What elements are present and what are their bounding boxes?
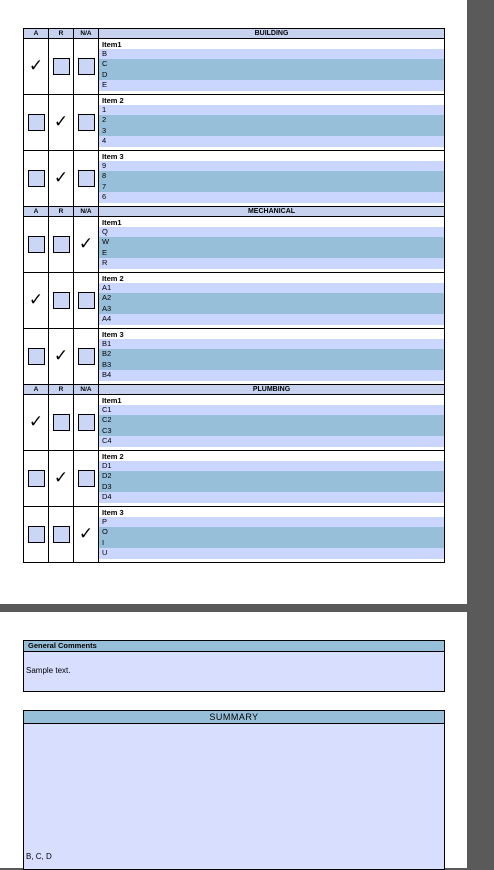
item-list	[99, 151, 444, 206]
checkbox-cell	[24, 395, 49, 450]
item-value[interactable]: E	[99, 80, 444, 90]
checkbox[interactable]	[78, 292, 95, 309]
checkbox[interactable]	[78, 58, 95, 75]
checklist-row	[24, 151, 444, 207]
checkbox-cell	[24, 329, 49, 384]
item-label: Item 2	[99, 452, 444, 461]
checkmark-icon[interactable]: ✓	[53, 168, 69, 188]
checklist-row	[24, 217, 444, 273]
item-value[interactable]: W	[99, 237, 444, 247]
item-list	[99, 329, 444, 384]
checkmark-icon[interactable]: ✓	[53, 468, 69, 488]
inspection-table	[23, 28, 445, 563]
checkmark-icon[interactable]: ✓	[53, 112, 69, 132]
item-list	[99, 273, 444, 328]
item-value[interactable]: 1	[99, 105, 444, 115]
checkbox-cell	[49, 329, 74, 384]
column-header: N/A	[74, 385, 99, 394]
checkbox[interactable]	[28, 170, 45, 187]
item-value[interactable]: 6	[99, 192, 444, 202]
checkbox[interactable]	[53, 236, 70, 253]
general-comments-box	[23, 640, 445, 692]
section-title: BUILDING	[254, 30, 289, 37]
item-value[interactable]: A1	[99, 283, 444, 293]
section-header	[24, 385, 444, 395]
item-value[interactable]: C	[99, 59, 444, 69]
item-label: Item1	[99, 218, 444, 227]
item-value[interactable]: C4	[99, 436, 444, 446]
checkbox-cell	[74, 395, 99, 450]
item-value[interactable]: P	[99, 517, 444, 527]
checkbox-cell	[74, 95, 99, 150]
item-label: Item1	[99, 396, 444, 405]
checklist-row	[24, 507, 444, 562]
checkbox-cell	[74, 329, 99, 384]
checkbox-cell	[24, 451, 49, 506]
item-label: Item 3	[99, 508, 444, 517]
item-value[interactable]: 7	[99, 182, 444, 192]
column-header: A	[24, 385, 49, 394]
checkbox[interactable]	[28, 526, 45, 543]
checklist-row	[24, 39, 444, 95]
checkbox[interactable]	[78, 114, 95, 131]
item-value[interactable]: A4	[99, 314, 444, 324]
checkbox-cell	[49, 395, 74, 450]
checkmark-icon[interactable]: ✓	[78, 524, 94, 544]
checkbox-cell	[49, 95, 74, 150]
checkbox-cell	[24, 95, 49, 150]
item-value[interactable]: O	[99, 527, 444, 537]
checkmark-icon[interactable]: ✓	[28, 290, 44, 310]
checkbox[interactable]	[78, 348, 95, 365]
item-value[interactable]: 9	[99, 161, 444, 171]
section-header	[24, 207, 444, 217]
item-label: Item 3	[99, 152, 444, 161]
item-label: Item 3	[99, 330, 444, 339]
item-value[interactable]: D3	[99, 482, 444, 492]
item-list	[99, 395, 444, 450]
section-title: MECHANICAL	[247, 208, 296, 215]
item-value[interactable]: 2	[99, 115, 444, 125]
column-header: R	[49, 29, 74, 38]
checklist-row	[24, 95, 444, 151]
item-label: Item1	[99, 40, 444, 49]
page-2	[0, 612, 467, 868]
checkbox[interactable]	[53, 58, 70, 75]
checkbox-cell	[24, 217, 49, 272]
checkbox-cell	[74, 217, 99, 272]
item-value[interactable]: 4	[99, 136, 444, 146]
checkbox-cell	[49, 451, 74, 506]
column-header: N/A	[74, 207, 99, 216]
item-list	[99, 507, 444, 562]
item-value[interactable]: B3	[99, 360, 444, 370]
item-value[interactable]: U	[99, 548, 444, 558]
checklist-row	[24, 273, 444, 329]
checkbox-cell	[49, 39, 74, 94]
item-value[interactable]: 3	[99, 126, 444, 136]
item-value[interactable]: D	[99, 70, 444, 80]
general-comments-title: General Comments	[24, 641, 444, 652]
checklist-row	[24, 395, 444, 451]
checkbox[interactable]	[53, 414, 70, 431]
column-header: R	[49, 385, 74, 394]
checkbox-cell	[49, 273, 74, 328]
column-header: A	[24, 207, 49, 216]
checkbox-cell	[74, 507, 99, 562]
section-title: PLUMBING	[252, 386, 291, 393]
checkbox-cell	[74, 151, 99, 206]
checkbox-cell	[49, 507, 74, 562]
item-value[interactable]: B1	[99, 339, 444, 349]
item-value[interactable]: A2	[99, 293, 444, 303]
column-header: A	[24, 29, 49, 38]
checkbox[interactable]	[28, 236, 45, 253]
item-list	[99, 95, 444, 150]
item-value[interactable]: C1	[99, 405, 444, 415]
item-value[interactable]: C3	[99, 426, 444, 436]
checkbox[interactable]	[53, 526, 70, 543]
item-label: Item 2	[99, 274, 444, 283]
checkbox-cell	[24, 507, 49, 562]
checkbox[interactable]	[78, 170, 95, 187]
item-value[interactable]: B	[99, 49, 444, 59]
item-list	[99, 451, 444, 506]
checkbox-cell	[24, 273, 49, 328]
checkbox-cell	[74, 39, 99, 94]
item-label: Item 2	[99, 96, 444, 105]
item-value[interactable]: D2	[99, 471, 444, 481]
summary-title: SUMMARY	[24, 711, 444, 724]
checkbox[interactable]	[53, 292, 70, 309]
checkmark-icon[interactable]: ✓	[28, 56, 44, 76]
item-value[interactable]: Q	[99, 227, 444, 237]
item-value[interactable]: C2	[99, 415, 444, 425]
item-value[interactable]: D4	[99, 492, 444, 502]
checkmark-icon[interactable]: ✓	[53, 346, 69, 366]
item-value[interactable]: E	[99, 248, 444, 258]
summary-text[interactable]: B, C, D	[26, 852, 52, 861]
checkbox-cell	[49, 217, 74, 272]
item-value[interactable]: R	[99, 258, 444, 268]
item-list	[99, 39, 444, 94]
summary-box	[23, 710, 445, 870]
checkmark-icon[interactable]: ✓	[28, 412, 44, 432]
section-header	[24, 29, 444, 39]
item-value[interactable]: B2	[99, 349, 444, 359]
column-header: R	[49, 207, 74, 216]
item-value[interactable]: 8	[99, 171, 444, 181]
checkbox[interactable]	[28, 114, 45, 131]
checkbox-cell	[24, 151, 49, 206]
checkbox[interactable]	[78, 414, 95, 431]
item-value[interactable]: B4	[99, 370, 444, 380]
item-value[interactable]: D1	[99, 461, 444, 471]
checkbox-cell	[74, 451, 99, 506]
item-value[interactable]: A3	[99, 304, 444, 314]
checkbox[interactable]	[28, 470, 45, 487]
general-comments-text[interactable]: Sample text.	[26, 666, 71, 675]
item-value[interactable]: I	[99, 538, 444, 548]
checkbox[interactable]	[78, 470, 95, 487]
column-header: N/A	[74, 29, 99, 38]
checkbox-cell	[49, 151, 74, 206]
checkmark-icon[interactable]: ✓	[78, 234, 94, 254]
checklist-row	[24, 329, 444, 385]
item-list	[99, 217, 444, 272]
checklist-row	[24, 451, 444, 507]
checkbox-cell	[74, 273, 99, 328]
checkbox-cell	[24, 39, 49, 94]
checkbox[interactable]	[28, 348, 45, 365]
